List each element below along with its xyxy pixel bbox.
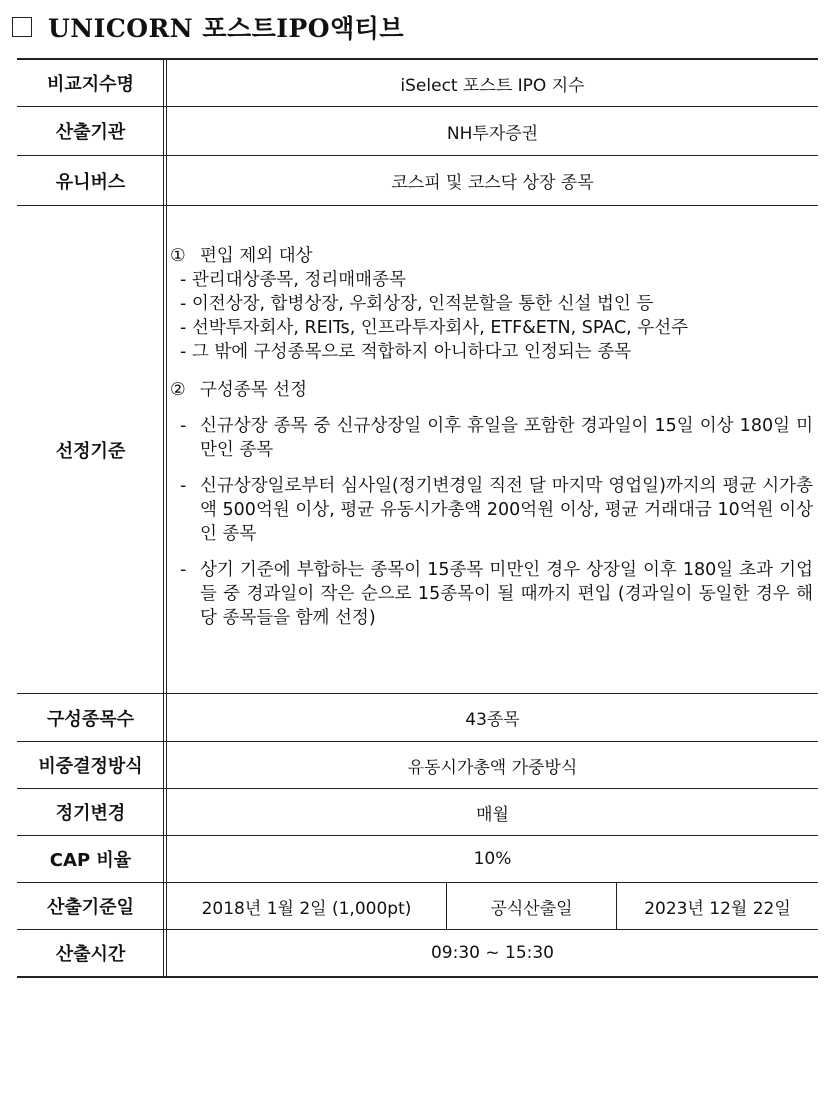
label-rebalance: 정기변경 [55, 803, 126, 824]
value-official-date: 2023년 12월 22일 [644, 898, 791, 919]
title-row [12, 10, 404, 44]
criteria-content [170, 244, 813, 630]
value-weighting: 유동시가총액 가중방식 [407, 757, 578, 778]
value-index-name: iSelect 포스트 IPO 지수 [400, 75, 585, 96]
section1-title: 편입 제외 대상 [200, 246, 313, 266]
label-calc-agency: 산출기관 [55, 122, 126, 143]
section2-heading [170, 378, 813, 402]
label-weighting: 비중결정방식 [38, 756, 143, 777]
list-item: - 이전상장, 합병상장, 우회상장, 인적분할을 통한 신설 법인 등 [180, 294, 654, 314]
label-index-name: 비교지수명 [47, 74, 134, 95]
list-item: - 선박투자회사, REITs, 인프라투자회사, ETF&ETN, SPAC, 우선주 [180, 318, 689, 338]
label-cap: CAP 비율 [49, 850, 132, 871]
list-item: - 상기 기준에 부합하는 종목이 15종목 미만인 경우 상장일 이후 180일 초과 기업들 중 경과일이 작은 순으로 15종목이 될 때까지 편입 (경과일이 동일한 경우 해당 종목들을 함께 선정) [180, 560, 813, 628]
label-calc-time: 산출시간 [55, 944, 126, 965]
section2-number: ② [170, 380, 186, 400]
list-item: - 관리대상종목, 정리매매종목 [180, 270, 406, 290]
value-cap: 10% [473, 849, 512, 869]
label-official-date: 공식산출일 [490, 898, 573, 919]
label-universe: 유니버스 [55, 171, 126, 193]
value-calc-time: 09:30 ~ 15:30 [430, 943, 555, 963]
value-universe: 코스피 및 코스닥 상장 종목 [391, 173, 594, 193]
checkbox-icon[interactable] [12, 17, 32, 37]
section2-title: 구성종목 선정 [200, 380, 307, 400]
list-item: - 신규상장일로부터 심사일(정기변경일 직전 달 마지막 영업일)까지의 평균 시가총액 500억원 이상, 평균 유동시가총액 200억원 이상, 평균 거래대금 10억원 이상인 종목 [180, 476, 813, 544]
value-calc-agency: NH투자증권 [446, 123, 539, 144]
list-item: - 신규상장 종목 중 신규상장일 이후 휴일을 포함한 경과일이 15일 이상 180일 미만인 종목 [180, 416, 813, 460]
list-item: - 그 밖에 구성종목으로 적합하지 아니하다고 인정되는 종목 [180, 342, 632, 362]
label-criteria: 선정기준 [55, 440, 126, 462]
table-bottom-border [17, 976, 818, 978]
label-base-date: 산출기준일 [47, 897, 134, 918]
value-constituents: 43종목 [465, 710, 520, 730]
label-constituents: 구성종목수 [47, 708, 134, 730]
value-rebalance: 매월 [476, 804, 509, 825]
section1-heading [170, 244, 813, 268]
value-base-date: 2018년 1월 2일 (1,000pt) [201, 898, 412, 919]
section1-number: ① [170, 246, 186, 266]
page-title: UNICORN 포스트IPO액티브 [48, 14, 405, 43]
